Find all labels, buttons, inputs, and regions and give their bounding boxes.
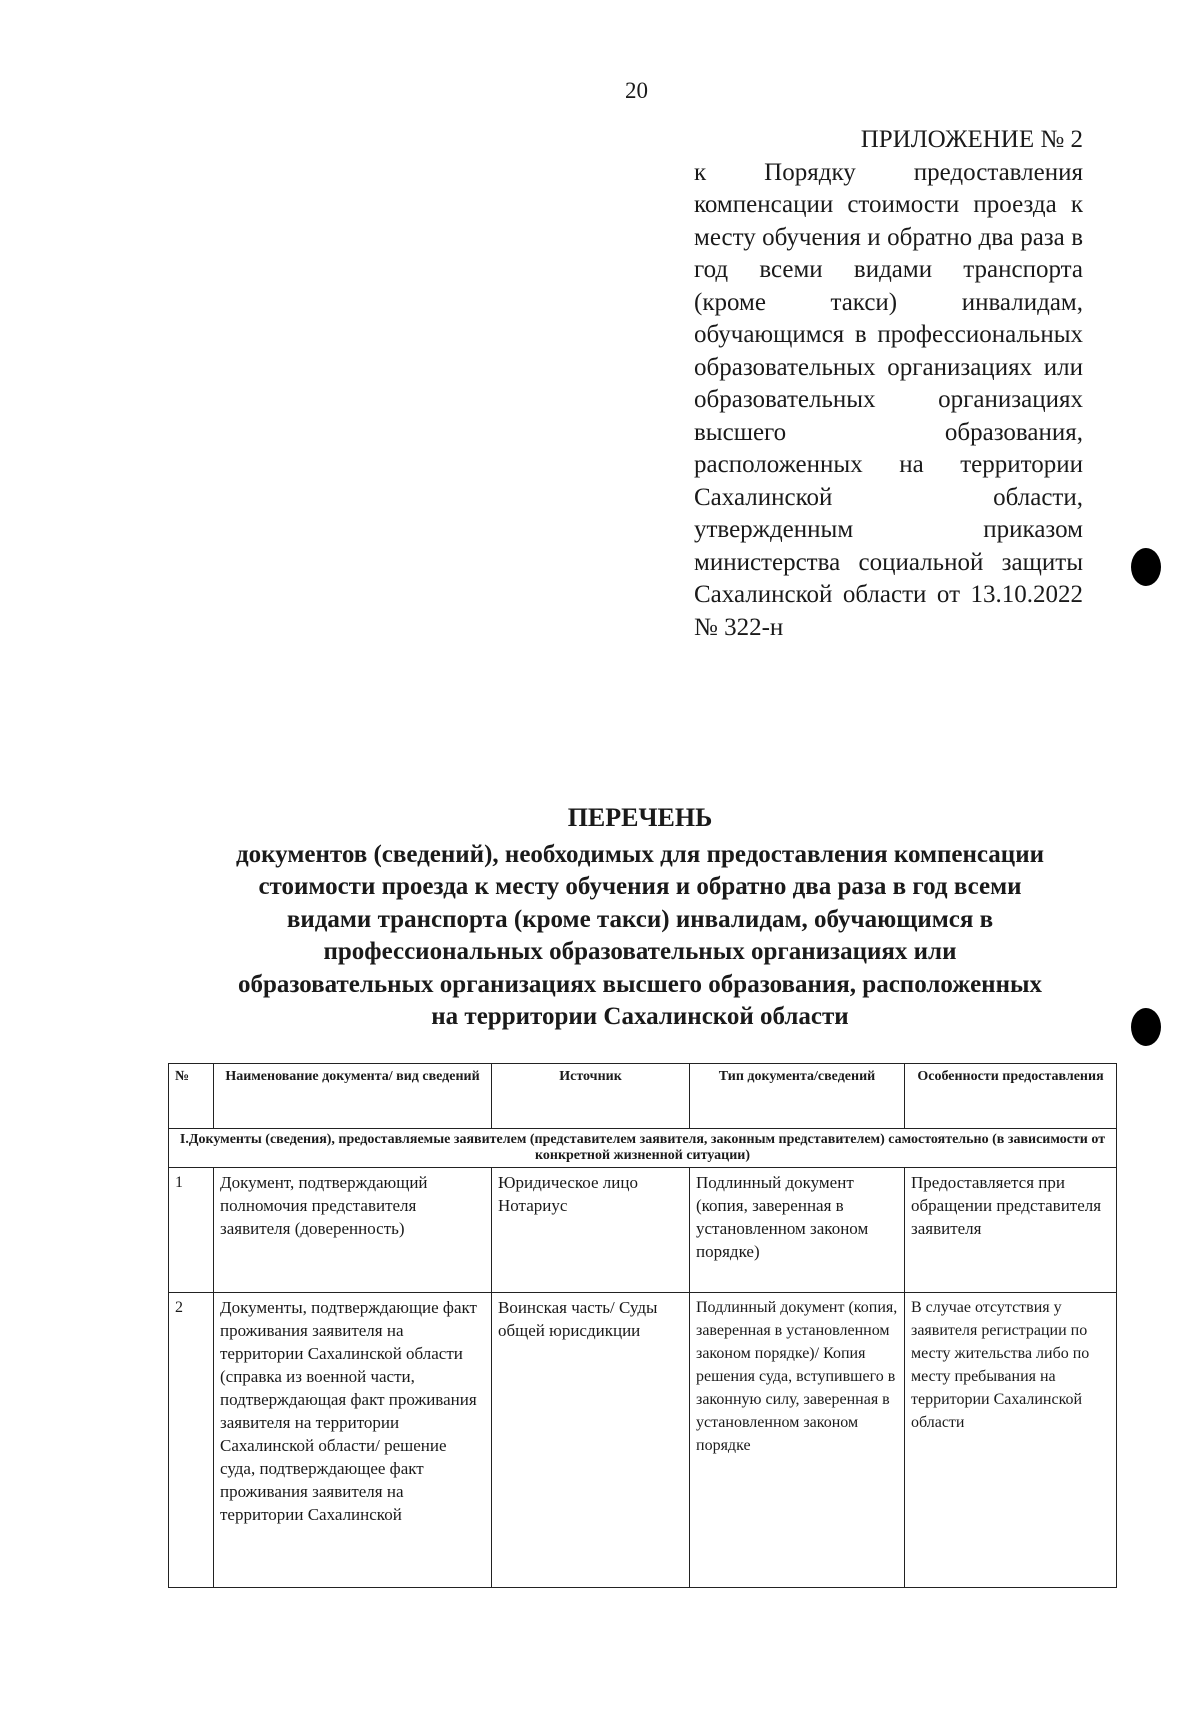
- cell-num: 2: [169, 1293, 214, 1588]
- appendix-line: на территории Сахалинской: [694, 451, 1083, 511]
- heading-subtitle-line: стоимости проезда к месту обучения и обратно два раза в год всеми: [258, 873, 1022, 900]
- appendix-title: ПРИЛОЖЕНИЕ № 2: [860, 126, 1083, 153]
- cell-source: Юридическое лицо Нотариус: [492, 1168, 690, 1293]
- appendix-line: образования, расположенных: [694, 418, 1083, 478]
- header-type: Тип документа/сведений: [690, 1064, 905, 1129]
- table-row: [169, 1293, 1117, 1588]
- appendix-line: приказом министерства: [694, 516, 1083, 576]
- appendix-line: Сахалинской области: [694, 581, 927, 608]
- header-source: Источник: [492, 1064, 690, 1129]
- heading-subtitle-line: документов (сведений), необходимых для предоставления компенсации: [235, 840, 1045, 868]
- cell-name: Документ, подтверждающий полномочия представителя заявителя (доверенность): [214, 1168, 492, 1293]
- cell-num: 1: [169, 1168, 214, 1293]
- heading-subtitle-line: образовательных организациях высшего образования, расположенных: [237, 970, 1043, 998]
- appendix-line: проезда к месту обучения и: [694, 191, 1084, 251]
- punch-hole-mark: [1131, 1008, 1161, 1046]
- section-title: I.Документы (сведения), предоставляемые заявителем (представителем заявителя, законным представителем) самостоятельно (в зависимости от конкретной жизненной ситуации): [169, 1129, 1117, 1168]
- appendix-line: социальной защиты: [858, 548, 1083, 576]
- document-heading: [150, 802, 1130, 1034]
- appendix-line: видами транспорта (кроме: [694, 256, 1083, 316]
- appendix-body: [694, 157, 1083, 645]
- table-row: [169, 1168, 1117, 1293]
- appendix-line: такси) инвалидам,: [830, 288, 1083, 316]
- cell-name: Документы, подтверждающие факт проживания заявителя на территории Сахалинской области (справка из военной части, подтверждающая факт проживания заявителя на территории Сахалинской области/ решение суда, подтверждающее факт проживания заявителя на территории Сахалинской: [214, 1293, 492, 1588]
- cell-source: Воинская часть/ Суды общей юрисдикции: [492, 1293, 690, 1588]
- heading-title: ПЕРЕЧЕНЬ: [567, 803, 713, 832]
- appendix-line: профессиональных: [877, 321, 1083, 348]
- header-features: Особенности предоставления: [905, 1064, 1117, 1129]
- appendix-line: к Порядку предоставления: [694, 158, 1083, 186]
- table-header-row: [169, 1064, 1117, 1129]
- appendix-line: организациях высшего: [694, 386, 1083, 446]
- heading-subtitle-line: видами транспорта (кроме такси) инвалидам, обучающимся в: [286, 905, 994, 933]
- page-number: 20: [625, 78, 648, 103]
- cell-type: Подлинный документ (копия, заверенная в установленном законом порядке)/ Копия решения суда, вступившего в законную силу, заверенная в установленном законом порядке: [690, 1293, 905, 1588]
- appendix-line: образовательных организациях: [694, 353, 1033, 381]
- header-num: №: [169, 1064, 214, 1129]
- heading-subtitle-line: на территории Сахалинской области: [431, 1003, 849, 1030]
- appendix-block: [694, 124, 1083, 644]
- punch-hole-mark: [1131, 548, 1161, 586]
- cell-features: В случае отсутствия у заявителя регистрации по месту жительства либо по месту пребывания на территории Сахалинской области: [905, 1293, 1117, 1588]
- appendix-line: или образовательных: [694, 353, 1083, 413]
- appendix-line: от 13.10.2022 № 322-н: [694, 581, 1083, 641]
- documents-table: [168, 1063, 1117, 1588]
- heading-subtitle-line: профессиональных образовательных организациях или: [323, 938, 957, 965]
- cell-features: Предоставляется при обращении представителя заявителя: [905, 1168, 1117, 1293]
- appendix-line: обучающимся в: [694, 321, 867, 348]
- appendix-line: области, утвержденным: [694, 483, 1083, 543]
- section-row: [169, 1129, 1117, 1168]
- appendix-line: компенсации стоимости: [694, 191, 960, 218]
- header-name: Наименование документа/ вид сведений: [214, 1064, 492, 1129]
- appendix-line: обратно два раза в год всеми: [694, 223, 1084, 283]
- cell-type: Подлинный документ (копия, заверенная в установленном законом порядке): [690, 1168, 905, 1293]
